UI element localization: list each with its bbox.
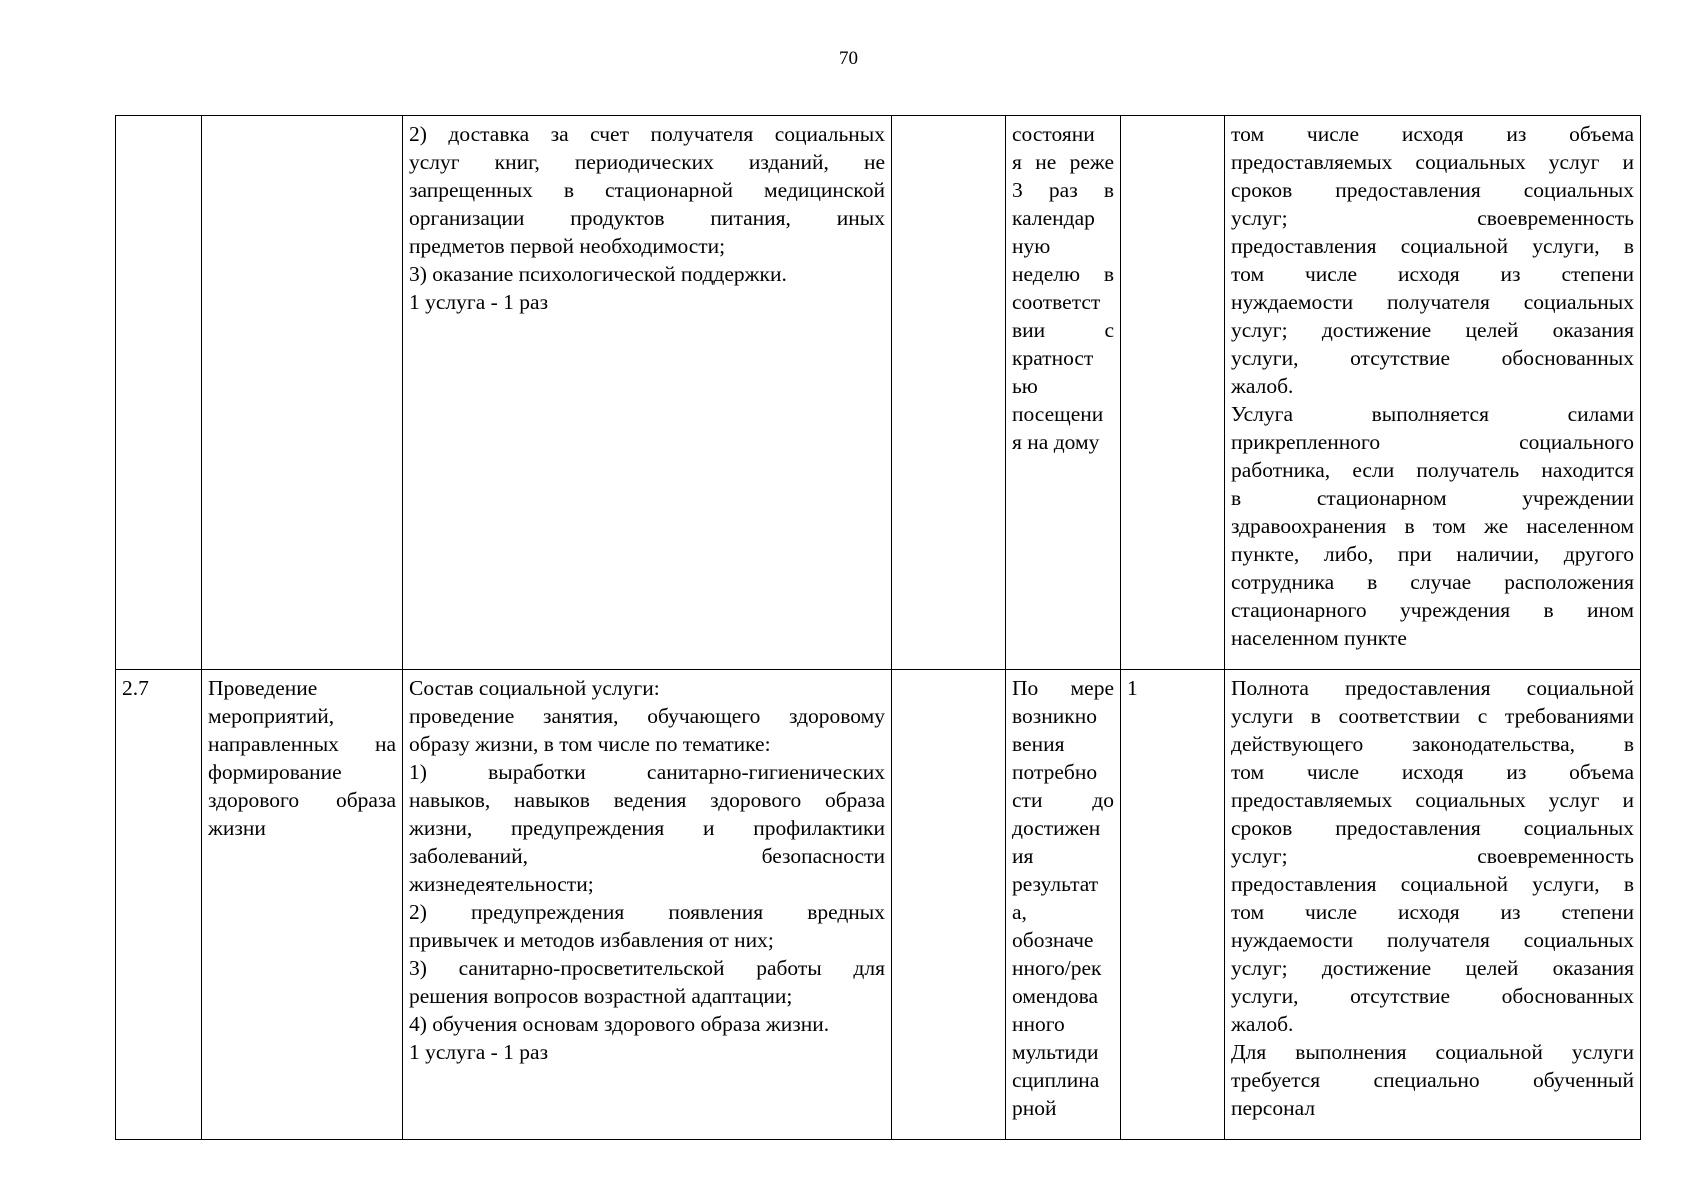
text-line: Проведение xyxy=(208,676,318,700)
text-line: жизни, предупреждения и профилактики xyxy=(409,816,885,840)
text-line: проведение занятия, обучающего здоровому xyxy=(409,704,885,728)
text-line: календар xyxy=(1012,206,1095,230)
text-line: услуги в соответствии с требованиями xyxy=(1231,704,1634,728)
text-line: жизни xyxy=(208,816,266,840)
text-line: я не реже xyxy=(1012,150,1114,174)
text-line: направленных на xyxy=(208,732,396,756)
text-line: 1 услуга - 1 раз xyxy=(409,1040,549,1064)
text-line: здравоохранения в том же населенном xyxy=(1231,514,1634,538)
table-row xyxy=(116,670,1641,1140)
text-line: предоставления социальной услуги, в xyxy=(1231,872,1634,896)
text-line: Состав социальной услуги: xyxy=(409,676,660,700)
text-line: решения вопросов возрастной адаптации; xyxy=(409,984,793,1008)
text-line: нного/рек xyxy=(1012,956,1102,980)
text-line: услуги, отсутствие обоснованных xyxy=(1231,984,1634,1008)
text-line: 2) предупреждения появления вредных xyxy=(409,900,885,924)
text-line: мультиди xyxy=(1012,1040,1099,1064)
text-line: услуг; своевременность xyxy=(1231,844,1634,868)
text-line: жизнедеятельности; xyxy=(409,872,594,896)
text-line: нуждаемости получателя социальных xyxy=(1231,290,1634,314)
table-body xyxy=(116,116,1641,1140)
text-line: предметов первой необходимости; xyxy=(409,234,726,258)
text-line: вения xyxy=(1012,732,1065,756)
text-line: сроков предоставления социальных xyxy=(1231,178,1634,202)
text-line: услуг; своевременность xyxy=(1231,206,1634,230)
volume-cell xyxy=(1121,116,1225,670)
table-row xyxy=(116,116,1641,670)
quality-cell xyxy=(1225,670,1641,1140)
page-number: 70 xyxy=(839,48,858,69)
row-number-cell xyxy=(116,116,202,670)
text-line: привычек и методов избавления от них; xyxy=(409,928,774,952)
text-line: предоставления социальной услуги, в xyxy=(1231,234,1634,258)
text-line: мероприятий, xyxy=(208,704,335,728)
service-name-cell xyxy=(202,670,403,1140)
text-line: сроков предоставления социальных xyxy=(1231,816,1634,840)
text-line: вии с xyxy=(1012,318,1114,342)
text-line: населенном пункте xyxy=(1231,626,1407,650)
text-line: услуг книг, периодических изданий, не xyxy=(409,150,885,174)
frequency-cell xyxy=(1006,670,1121,1140)
text-line: достижен xyxy=(1012,816,1101,840)
text-line: том числе исходя из объема xyxy=(1231,122,1634,146)
text-line: Услуга выполняется силами xyxy=(1231,402,1634,426)
text-line: посещени xyxy=(1012,402,1104,426)
row-number-cell: 2.7 xyxy=(116,670,202,1140)
text-line: соответст xyxy=(1012,290,1101,314)
text-line: Для выполнения социальной услуги xyxy=(1231,1040,1634,1064)
text-line: требуется специально обученный xyxy=(1231,1068,1634,1092)
text-line: формирование xyxy=(208,760,342,784)
text-line: 2) доставка за счет получателя социальных xyxy=(409,122,885,146)
text-line: организации продуктов питания, иных xyxy=(409,206,885,230)
volume-cell: 1 xyxy=(1121,670,1225,1140)
text-line: 3 раз в xyxy=(1012,178,1114,202)
text-line: сциплина xyxy=(1012,1068,1100,1092)
text-line: действующего законодательства, в xyxy=(1231,732,1634,756)
service-content-cell xyxy=(403,670,892,1140)
text-line: нуждаемости получателя социальных xyxy=(1231,928,1634,952)
text-line: неделю в xyxy=(1012,262,1114,286)
text-line: а, xyxy=(1012,900,1027,924)
text-line: запрещенных в стационарной медицинской xyxy=(409,178,885,202)
text-line: персонал xyxy=(1231,1096,1316,1120)
text-line: ью xyxy=(1012,374,1038,398)
text-line: 3) оказание психологической поддержки. xyxy=(409,262,787,286)
text-line: работника, если получатель находится xyxy=(1231,458,1634,482)
text-line: 4) обучения основам здорового образа жизни. xyxy=(409,1012,830,1036)
text-line: обозначе xyxy=(1012,928,1094,952)
text-line: состояни xyxy=(1012,122,1095,146)
text-line: том числе исходя из объема xyxy=(1231,760,1634,784)
text-line: потребно xyxy=(1012,760,1098,784)
text-line: кратност xyxy=(1012,346,1094,370)
service-content-cell xyxy=(403,116,892,670)
text-line: услуги, отсутствие обоснованных xyxy=(1231,346,1634,370)
text-line: здорового образа xyxy=(208,788,396,812)
text-line: жалоб. xyxy=(1231,374,1294,398)
text-line: жалоб. xyxy=(1231,1012,1294,1036)
text-line: услуг; достижение целей оказания xyxy=(1231,318,1634,342)
text-line: нного xyxy=(1012,1012,1065,1036)
text-line: 1 услуга - 1 раз xyxy=(409,290,549,314)
empty-cell xyxy=(892,670,1006,1140)
text-line: заболеваний, безопасности xyxy=(409,844,885,868)
text-line: том числе исходя из степени xyxy=(1231,262,1634,286)
text-line: предоставляемых социальных услуг и xyxy=(1231,788,1634,812)
text-line: омендова xyxy=(1012,984,1099,1008)
text-line: в стационарном учреждении xyxy=(1231,486,1634,510)
text-line: предоставляемых социальных услуг и xyxy=(1231,150,1634,174)
text-line: возникно xyxy=(1012,704,1097,728)
empty-cell xyxy=(892,116,1006,670)
text-line: образу жизни, в том числе по тематике: xyxy=(409,732,771,756)
text-line: По мере xyxy=(1012,676,1114,700)
text-line: навыков, навыков ведения здорового образа xyxy=(409,788,885,812)
text-line: Полнота предоставления социальной xyxy=(1231,676,1634,700)
text-line: ия xyxy=(1012,844,1034,868)
text-line: ную xyxy=(1012,234,1051,258)
text-line: прикрепленного социального xyxy=(1231,430,1634,454)
text-line: результат xyxy=(1012,872,1099,896)
services-table xyxy=(115,115,1641,1140)
text-line: 3) санитарно-просветительской работы для xyxy=(409,956,885,980)
text-line: том числе исходя из степени xyxy=(1231,900,1634,924)
text-line: рной xyxy=(1012,1096,1057,1120)
text-line: стационарного учреждения в ином xyxy=(1231,598,1634,622)
text-line: пункте, либо, при наличии, другого xyxy=(1231,542,1634,566)
text-line: я на дому xyxy=(1012,430,1100,454)
text-line: сотрудника в случае расположения xyxy=(1231,570,1634,594)
quality-cell xyxy=(1225,116,1641,670)
text-line: сти до xyxy=(1012,788,1114,812)
text-line: услуг; достижение целей оказания xyxy=(1231,956,1634,980)
text-line: 1) выработки санитарно-гигиенических xyxy=(409,760,885,784)
service-name-cell xyxy=(202,116,403,670)
frequency-cell xyxy=(1006,116,1121,670)
